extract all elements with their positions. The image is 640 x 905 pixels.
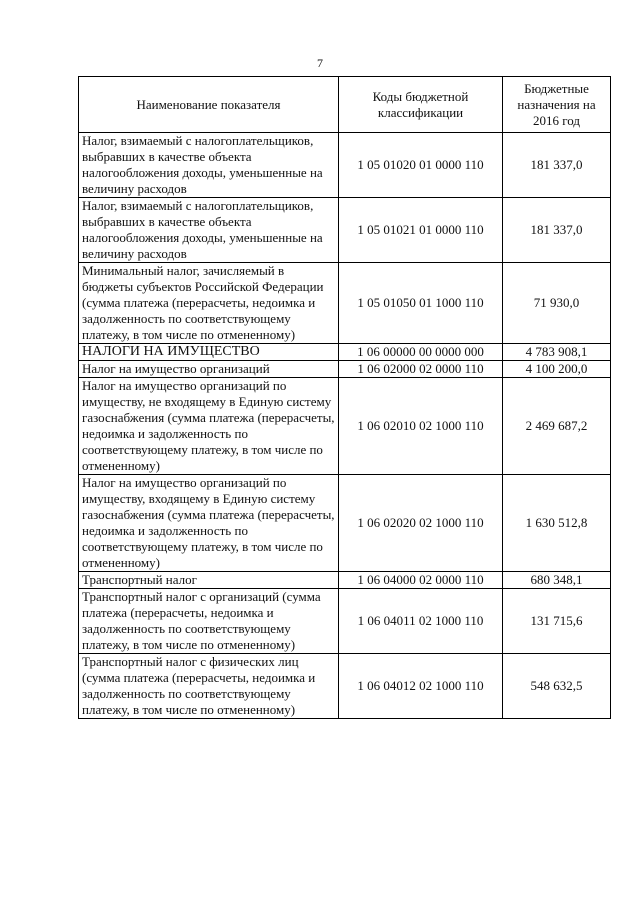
budget-table (78, 76, 611, 719)
row-amount: 181 337,0 (503, 198, 611, 263)
row-name: Налог, взимаемый с налогоплательщиков, выбравших в качестве объекта налогообложения доходы, уменьшенные на величину расходов (79, 198, 339, 263)
row-amount: 181 337,0 (503, 133, 611, 198)
row-code: 1 06 02010 02 1000 110 (339, 378, 503, 475)
header-budget-amount: Бюджетные назначения на 2016 год (503, 77, 611, 133)
table-header-row (79, 77, 611, 133)
row-name: Налог на имущество организаций по имуществу, не входящему в Единую систему газоснабжения (сумма платежа (перерасчеты, недоимка и задолженность по соответствующему платежу, в том числе по отмененному) (79, 378, 339, 475)
table-row (79, 475, 611, 572)
row-name: Налог, взимаемый с налогоплательщиков, выбравших в качестве объекта налогообложения доходы, уменьшенные на величину расходов (79, 133, 339, 198)
table-row (79, 361, 611, 378)
row-name: Минимальный налог, зачисляемый в бюджеты субъектов Российской Федерации (сумма платежа (перерасчеты, недоимка и задолженность по соответствующему платежу, в том числе по отмененному) (79, 263, 339, 344)
header-budget-code: Коды бюджетной классификации (339, 77, 503, 133)
table-row (79, 572, 611, 589)
row-amount: 131 715,6 (503, 589, 611, 654)
row-name: Транспортный налог с организаций (сумма платежа (перерасчеты, недоимка и задолженность по соответствующему платежу, в том числе по отмененному) (79, 589, 339, 654)
row-code: 1 06 02020 02 1000 110 (339, 475, 503, 572)
row-code: 1 05 01050 01 1000 110 (339, 263, 503, 344)
row-amount: 4 783 908,1 (503, 344, 611, 361)
row-code: 1 05 01021 01 0000 110 (339, 198, 503, 263)
row-amount: 680 348,1 (503, 572, 611, 589)
table-row-group (79, 344, 611, 361)
row-name: Налог на имущество организаций (79, 361, 339, 378)
header-indicator-name: Наименование показателя (79, 77, 339, 133)
row-code: 1 06 02000 02 0000 110 (339, 361, 503, 378)
row-code: 1 06 04000 02 0000 110 (339, 572, 503, 589)
page-number: 7 (317, 56, 323, 70)
table-row (79, 263, 611, 344)
row-amount: 548 632,5 (503, 654, 611, 719)
row-code: 1 06 04012 02 1000 110 (339, 654, 503, 719)
row-code: 1 06 04011 02 1000 110 (339, 589, 503, 654)
row-code: 1 05 01020 01 0000 110 (339, 133, 503, 198)
row-amount: 1 630 512,8 (503, 475, 611, 572)
table-row (79, 654, 611, 719)
row-name: Транспортный налог с физических лиц (сумма платежа (перерасчеты, недоимка и задолженность по соответствующему платежу, в том числе по отмененному) (79, 654, 339, 719)
table-row (79, 198, 611, 263)
row-name: НАЛОГИ НА ИМУЩЕСТВО (79, 344, 339, 361)
row-name: Транспортный налог (79, 572, 339, 589)
row-amount: 4 100 200,0 (503, 361, 611, 378)
row-name: Налог на имущество организаций по имуществу, входящему в Единую систему газоснабжения (сумма платежа (перерасчеты, недоимка и задолженность по соответствующему платежу, в том числе по отмененному) (79, 475, 339, 572)
table-row (79, 133, 611, 198)
table-row (79, 589, 611, 654)
row-code: 1 06 00000 00 0000 000 (339, 344, 503, 361)
row-amount: 71 930,0 (503, 263, 611, 344)
row-amount: 2 469 687,2 (503, 378, 611, 475)
table-row (79, 378, 611, 475)
